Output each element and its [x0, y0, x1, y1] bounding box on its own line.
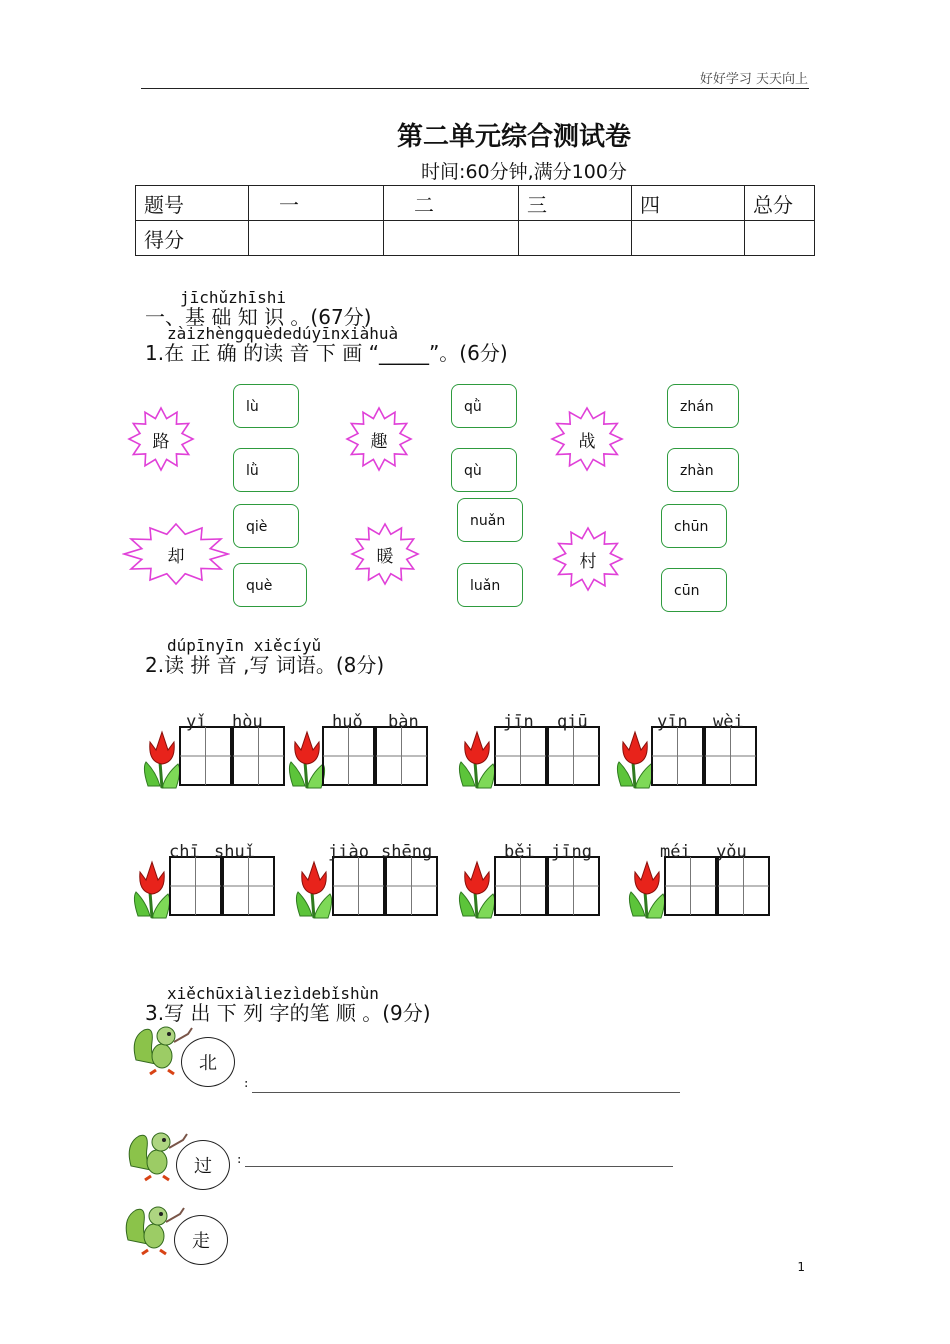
- q3-instruction: 3.写 出 下 列 字的笔 顺 。(9分): [145, 1001, 431, 1025]
- q1-pinyin: zàizhèngquèdedúyīnxiàhuà: [167, 324, 399, 343]
- pinyin-option[interactable]: qù: [451, 448, 517, 492]
- tulip-icon: [285, 728, 327, 790]
- score-input-cell[interactable]: [249, 221, 384, 256]
- pinyin-option[interactable]: què: [233, 563, 307, 607]
- starburst-char: [350, 522, 420, 586]
- pinyin-label: jiào: [328, 842, 369, 862]
- stroke-order-char: 过: [176, 1140, 230, 1190]
- answer-line[interactable]: [245, 1166, 673, 1167]
- colon-mark: :: [237, 1152, 242, 1167]
- writing-grid[interactable]: [494, 856, 600, 918]
- pinyin-label: huǒ: [332, 712, 363, 732]
- stroke-order-char: 北: [181, 1037, 235, 1087]
- pinyin-option[interactable]: luǎn: [457, 563, 523, 607]
- target-char: 趣: [370, 431, 388, 452]
- q3-pinyin: xiěchūxiàliezìdebǐshùn: [167, 984, 379, 1003]
- target-char: 路: [152, 431, 170, 452]
- target-char: 却: [167, 546, 185, 567]
- starburst-char: [345, 406, 413, 472]
- tulip-icon: [130, 858, 172, 920]
- pinyin-option[interactable]: zhàn: [667, 448, 739, 492]
- score-input-cell[interactable]: [745, 221, 815, 256]
- pinyin-label: shuǐ: [214, 842, 255, 862]
- q1-instruction: 1.在 正 确 的读 音 下 画 “_____”。(6分): [145, 341, 508, 365]
- starburst-char: [550, 406, 624, 472]
- writing-grid[interactable]: [169, 856, 275, 918]
- writing-grid[interactable]: [651, 726, 757, 788]
- table-row: [136, 186, 815, 221]
- table-cell: 总分: [745, 186, 815, 221]
- section1-heading: 一、基 础 知 识 。(67分): [145, 305, 372, 329]
- target-char: 战: [578, 431, 596, 452]
- page-number: 1: [797, 1260, 805, 1274]
- pinyin-label: shēng: [381, 842, 433, 862]
- starburst-char: [122, 522, 230, 586]
- pinyin-label: jīn: [503, 712, 534, 732]
- page-subtitle: 时间:60分钟,满分100分: [421, 161, 627, 183]
- pinyin-label: bàn: [388, 712, 419, 732]
- tulip-icon: [455, 728, 497, 790]
- starburst-char: [552, 526, 624, 592]
- pinyin-option[interactable]: qiè: [233, 504, 299, 548]
- writing-grid[interactable]: [664, 856, 770, 918]
- pinyin-label: wèi: [713, 712, 744, 732]
- writing-grid[interactable]: [322, 726, 428, 788]
- pinyin-label: méi: [660, 842, 691, 862]
- score-input-cell[interactable]: [519, 221, 632, 256]
- starburst-char: [127, 406, 195, 472]
- colon-mark: :: [244, 1076, 249, 1091]
- tulip-icon: [625, 858, 667, 920]
- tulip-icon: [292, 858, 334, 920]
- table-cell: 三: [519, 186, 632, 221]
- pinyin-option[interactable]: lù: [233, 384, 299, 428]
- section1-pinyin: jīchǔzhīshi: [180, 288, 286, 307]
- table-cell: 四: [632, 186, 745, 221]
- q2-instruction: 2.读 拼 音 ,写 词语。(8分): [145, 653, 385, 677]
- answer-line[interactable]: [252, 1092, 680, 1093]
- score-input-cell[interactable]: [384, 221, 519, 256]
- pinyin-label: běi: [504, 842, 535, 862]
- pinyin-option[interactable]: zhán: [667, 384, 739, 428]
- writing-grid[interactable]: [494, 726, 600, 788]
- pinyin-option[interactable]: chūn: [661, 504, 727, 548]
- pinyin-label: jīng: [551, 842, 592, 862]
- table-cell: 得分: [136, 221, 249, 256]
- pinyin-option[interactable]: lǜ: [233, 448, 299, 492]
- stroke-order-char: 走: [174, 1215, 228, 1265]
- page-title: 第二单元综合测试卷: [396, 122, 631, 152]
- header-motto: 好好学习 天天向上: [699, 72, 808, 87]
- table-row: [136, 221, 815, 256]
- tulip-icon: [140, 728, 182, 790]
- pinyin-label: hòu: [232, 712, 263, 732]
- pinyin-option[interactable]: cūn: [661, 568, 727, 612]
- q2-pinyin: dúpīnyīn xiěcíyǔ: [167, 636, 322, 655]
- target-char: 暖: [376, 546, 394, 567]
- pinyin-label: chī: [169, 842, 200, 862]
- score-table: [135, 185, 815, 256]
- writing-grid[interactable]: [332, 856, 438, 918]
- writing-grid[interactable]: [179, 726, 285, 788]
- target-char: 村: [579, 551, 597, 572]
- pinyin-label: yǐ: [186, 712, 207, 732]
- pinyin-label: qiū: [557, 712, 588, 732]
- table-cell: 题号: [136, 186, 249, 221]
- tulip-icon: [613, 728, 655, 790]
- header-divider: [141, 88, 809, 89]
- pinyin-label: yīn: [657, 712, 688, 732]
- table-cell: 一: [249, 186, 384, 221]
- pinyin-option[interactable]: qǜ: [451, 384, 517, 428]
- pinyin-option[interactable]: nuǎn: [457, 498, 523, 542]
- score-input-cell[interactable]: [632, 221, 745, 256]
- table-cell: 二: [384, 186, 519, 221]
- pinyin-label: yǒu: [716, 842, 747, 862]
- tulip-icon: [455, 858, 497, 920]
